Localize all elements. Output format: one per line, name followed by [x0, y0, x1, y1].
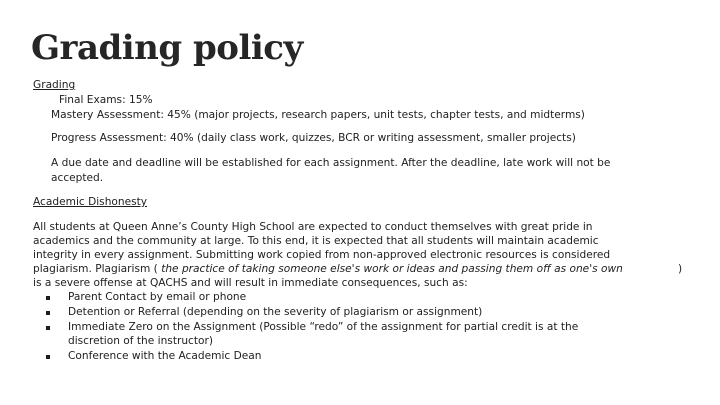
dishonesty-text-line4: [33, 262, 623, 276]
academic-dishonesty-heading: Academic Dishonesty: [33, 196, 148, 208]
progress-assessment-text: Progress Assessment: 40% (daily class work, quizzes, BCR or writing assessment, smaller projects): [51, 132, 576, 144]
plagiarism-definition: the practice of taking someone else's work or ideas and passing them off as one's own: [161, 263, 623, 275]
dishonesty-text-line5: is a severe offense at QACHS and will result in immediate consequences, such as:: [33, 277, 468, 289]
deadline-text-line1: A due date and deadline will be established for each assignment. After the deadline, late work will not be: [51, 157, 611, 169]
page-title: Grading policy: [31, 28, 303, 68]
deadline-text-line2: accepted.: [51, 172, 104, 184]
mastery-assessment-text: Mastery Assessment: 45% (major projects, research papers, unit tests, chapter tests, and midterms): [51, 109, 585, 121]
plagiarism-close-paren: ): [678, 263, 683, 275]
grading-heading: Grading: [33, 79, 76, 91]
plagiarism-prefix: plagiarism. Plagiarism (: [33, 263, 162, 275]
bullet-icon: [46, 355, 50, 359]
list-item: Conference with the Academic Dean: [68, 350, 262, 362]
list-item: Detention or Referral (depending on the severity of plagiarism or assignment): [68, 306, 483, 318]
list-item: Immediate Zero on the Assignment (Possible “redo” of the assignment for partial credit is at the: [68, 321, 579, 333]
bullet-icon: [46, 311, 50, 315]
final-exams-text: Final Exams: 15%: [59, 94, 153, 106]
list-item: Parent Contact by email or phone: [68, 291, 247, 303]
bullet-icon: [46, 296, 50, 300]
dishonesty-text-line1: All students at Queen Anne’s County High School are expected to conduct themselves with great pride in: [33, 221, 593, 233]
list-item-continuation: discretion of the instructor): [68, 335, 213, 347]
bullet-icon: [46, 326, 50, 330]
dishonesty-text-line2: academics and the community at large. To this end, it is expected that all students will maintain academic: [33, 235, 599, 247]
dishonesty-text-line3: integrity in every assignment. Submitting work copied from non-approved electronic resources is considered: [33, 249, 611, 261]
